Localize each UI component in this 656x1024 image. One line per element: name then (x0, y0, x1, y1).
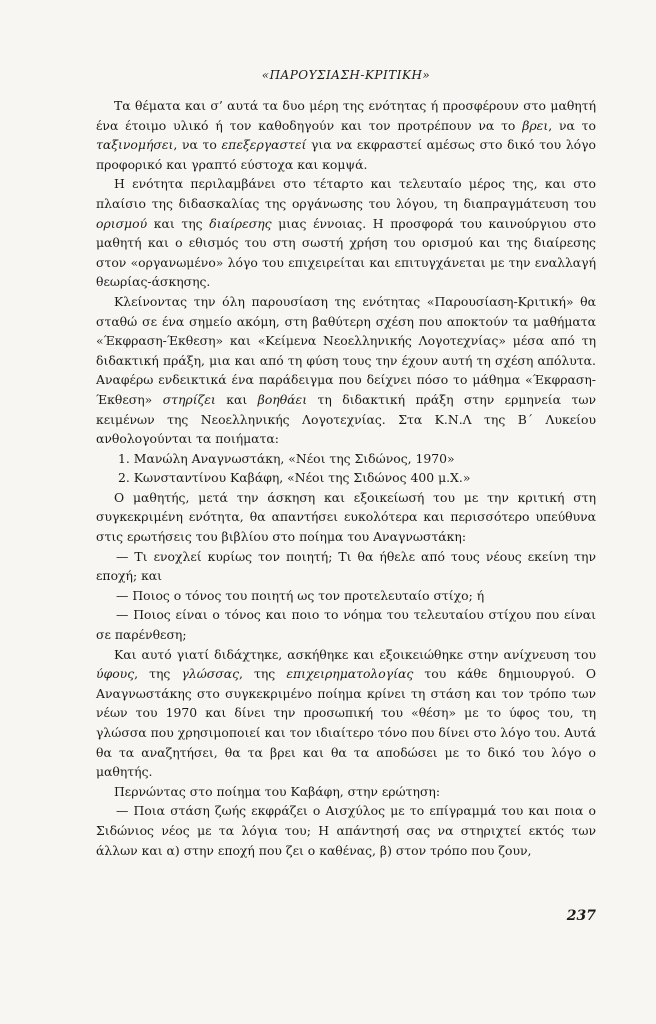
emphasized-text: βρει (522, 117, 549, 133)
text-segment: 2. Κωνσταντίνου Καβάφη, «Νέοι της Σιδώνος 400 μ.Χ.» (118, 470, 471, 486)
text-segment: Και αυτό γιατί διδάχτηκε, ασκήθηκε και εξοικειώθηκε στην ανίχνευση του (114, 646, 596, 662)
paragraph (96, 782, 596, 802)
text-segment: και της (147, 215, 210, 231)
text-segment: Περνώντας στο ποίημα του Καβάφη, στην ερώτηση: (114, 783, 440, 799)
paragraph (96, 645, 596, 782)
paragraph (96, 292, 596, 449)
text-segment: και (215, 391, 258, 407)
paragraph (96, 174, 596, 292)
text-segment: μιας έννοιας. Η προσφορά του καινούργιου στο μαθητή και ο εθισμός του στη σωστή χρήση του ορισμού και της διαίρεσης στον «οργανωμένο» λόγο του επιχειρείται και επιτυγχάνεται με την εναλλαγή θεωρίας-άσκησης. (96, 215, 596, 290)
text-segment: , της (239, 666, 287, 682)
text-segment: — Τι ενοχλεί κυρίως τον ποιητή; Τι θα ήθελε από τους νέους εκείνη την εποχή; και (96, 548, 596, 584)
emphasized-text: στηρίζει (162, 391, 216, 407)
emphasized-text: επεξεργαστεί (221, 137, 307, 153)
question-item (96, 801, 596, 860)
list-item (96, 449, 596, 469)
text-segment: , να το (548, 117, 596, 133)
text-segment: 1. Μανώλη Αναγνωστάκη, «Νέοι της Σιδώνος, 1970» (118, 450, 455, 466)
text-segment: Ο μαθητής, μετά την άσκηση και εξοικείωσή του με την κριτική στη συγκεκριμένη ενότητα, θα απαντήσει ευκολότερα και περισσότερο υπεύθυνα στις ερωτήσεις του βιβλίου στο ποίημα του Αναγνωστάκη: (96, 489, 596, 545)
paragraph (96, 488, 596, 547)
emphasized-text: ύφους (96, 666, 135, 682)
text-segment: για να εκφραστεί αμέσως στο δικό του λόγο προφορικό και γραπτό εύστοχα και κομψά. (96, 137, 596, 172)
emphasized-text: διαίρεσης (209, 215, 272, 231)
text-segment: τη διδακτική πράξη στην ερμηνεία των κειμένων της Νεοελληνικής Λογοτεχνίας. Στα Κ.Ν.Λ της Β΄ Λυκείου ανθολογούνται τα ποιήματα: (96, 391, 596, 447)
text-segment: — Ποιος είναι ο τόνος και ποιο το νόημα του τελευταίου στίχου που είναι σε παρένθεση; (96, 607, 596, 643)
section-heading: «ΠΑΡΟΥΣΙΑΣΗ-ΚΡΙΤΙΚΗ» (261, 68, 431, 82)
text-segment: — Ποια στάση ζωής εκφράζει ο Αισχύλος με το επίγραμμά του και ποια ο Σιδώνιος νέος με τα λόγια του; Η απάντησή σας να στηριχτεί εκτός των άλλων και α) στην εποχή που ζει ο καθένας, β) στον τρόπο που ζουν, (96, 803, 596, 858)
emphasized-text: ταξινομήσει (96, 137, 174, 153)
emphasized-text: γλώσσας (181, 666, 240, 682)
page-number: 237 (566, 908, 596, 924)
text-segment: Η ενότητα περιλαμβάνει στο τέταρτο και τελευταίο μέρος της, και στο πλαίσιο της διδασκαλίας της οργάνωσης του λόγου, τη διαπραγμάτευση του (96, 176, 596, 211)
text-segment: του κάθε δημιουργού. Ο Αναγνωστάκης στο συγκεκριμένο ποίημα κρίνει τη στάση και τον τρόπο των νέων του 1970 και δίνει την προσωπική του «θέση» με το ύφος του, τη γλώσσα που χρησιμοποιεί και τον ιδιαίτερο τόνο που δίνει στο λόγο του. Αυτά θα τα αναζητήσει, θα τα βρει και θα τα αποδώσει με το δικό του λόγο ο μαθητής. (96, 666, 596, 780)
text-segment: Κλείνοντας την όλη παρουσίαση της ενότητας «Παρουσίαση-Κριτική» θα σταθώ σε ένα σημείο ακόμη, στη βαθύτερη σχέση που αποκτούν τα μαθήματα «Έκφραση-Έκθεση» και «Κείμενα Νεοελληνικής Λογοτεχνίας» μέσα από τη διδακτική πράξη, μια και από τη φύση τους την έχουν αυτή τη σχέση απόλυτα. Αναφέρω ενδεικτικά ένα παράδειγμα που δείχνει πόσο το μάθημα «Έκφραση-Έκθεση» (96, 293, 596, 407)
text-segment: , της (134, 666, 182, 682)
text-segment: Τα θέματα και σ’ αυτά τα δυο μέρη της ενότητας ή προσφέρουν στο μαθητή ένα έτοιμο υλικό ή τον καθοδηγούν και τον προτρέπουν να το (96, 98, 596, 133)
body-text (96, 96, 596, 860)
paragraph (96, 96, 596, 174)
question-item (96, 605, 596, 644)
emphasized-text: ορισμού (96, 215, 148, 231)
question-item (96, 547, 596, 586)
emphasized-text: βοηθάει (257, 391, 308, 407)
text-segment: — Ποιος ο τόνος του ποιητή ως τον προτελευταίο στίχο; ή (116, 587, 485, 603)
list-item (96, 468, 596, 488)
question-item (96, 586, 596, 606)
emphasized-text: επιχειρηματολογίας (286, 666, 414, 682)
text-segment: , να το (173, 137, 222, 153)
